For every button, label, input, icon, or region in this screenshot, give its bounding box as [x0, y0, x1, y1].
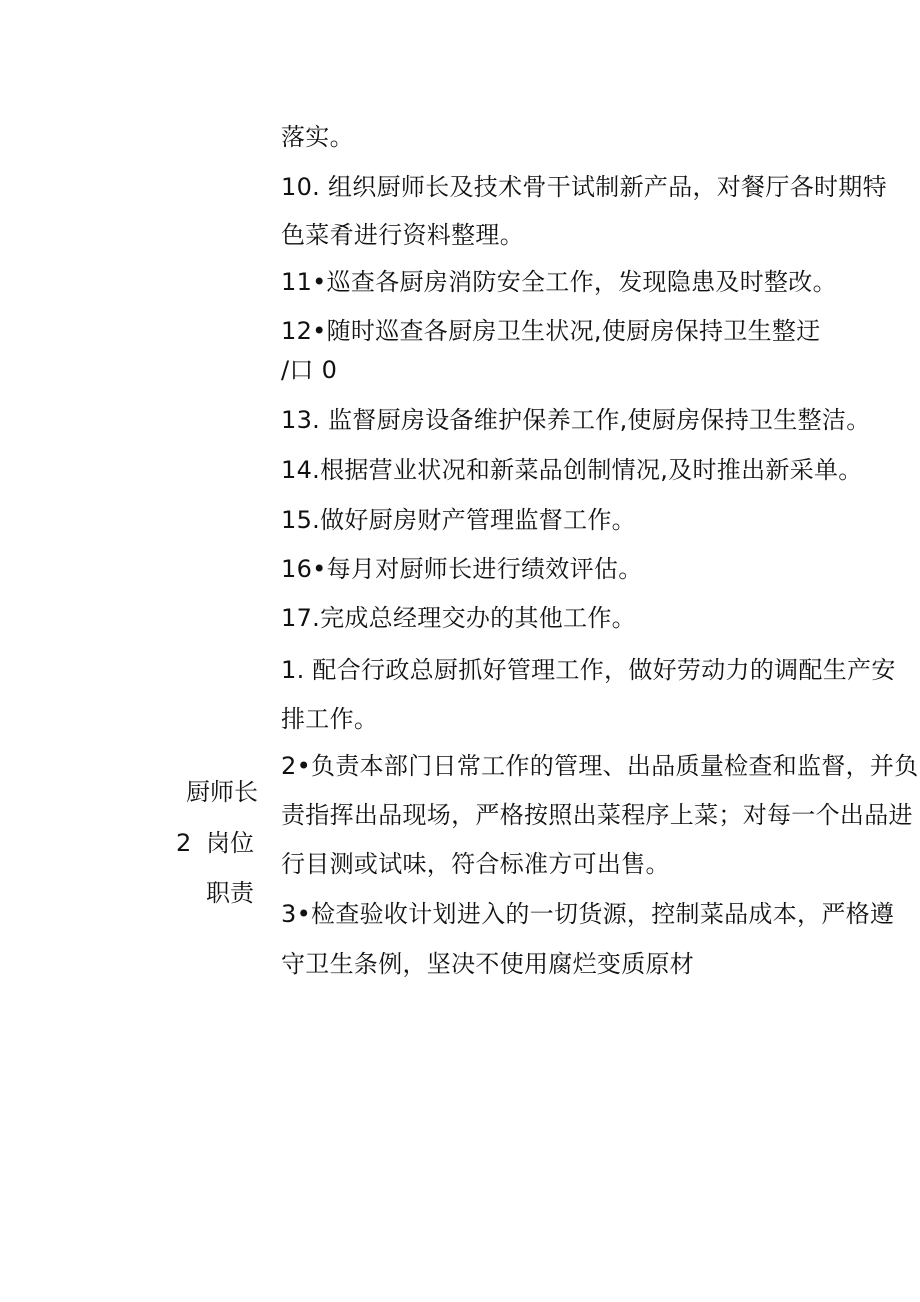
- duty-line: /口 0: [281, 356, 338, 384]
- role-label-line1: 岗位: [206, 829, 254, 857]
- duty-line: 行目测或试味，符合标准方可出售。: [281, 850, 670, 878]
- duty-line: 10. 组织厨师长及技术骨干试制新产品，对餐厅各时期特: [281, 173, 887, 201]
- duty-line: 落实。: [281, 123, 354, 151]
- duty-line: 16•每月对厨师长进行绩效评估。: [281, 555, 643, 583]
- duty-line: 12•随时巡查各厨房卫生状况,使厨房保持卫生整迂: [281, 317, 821, 345]
- duty-line: 2•负责本部门日常工作的管理、出品质量检查和监督，并负: [281, 752, 919, 780]
- role-number: 2: [176, 829, 192, 857]
- duty-line: 13. 监督厨房设备维护保养工作,使厨房保持卫生整洁。: [281, 406, 871, 434]
- duty-line: 3•检查验收计划进入的一切货源，控制菜品成本，严格遵: [281, 900, 895, 928]
- role-label-line2: 职责: [206, 879, 254, 907]
- duty-line: 15.做好厨房财产管理监督工作。: [281, 506, 636, 534]
- duty-line: 色菜肴进行资料整理。: [281, 221, 524, 249]
- role-title: 厨师长: [186, 778, 258, 806]
- duty-line: 11•巡查各厨房消防安全工作，发现隐患及时整改。: [281, 268, 837, 296]
- duty-line: 守卫生条例，坚决不使用腐烂变质原材: [281, 950, 695, 978]
- duty-line: 14.根据营业状况和新菜品创制情况,及时推出新采单。: [281, 456, 863, 484]
- duty-line: 责指挥出品现场，严格按照出菜程序上菜；对每一个出品进: [281, 801, 913, 829]
- duty-line: 排工作。: [281, 705, 379, 733]
- duty-line: 1. 配合行政总厨抓好管理工作，做好劳动力的调配生产安: [281, 656, 896, 684]
- duty-line: 17.完成总经理交办的其他工作。: [281, 604, 636, 632]
